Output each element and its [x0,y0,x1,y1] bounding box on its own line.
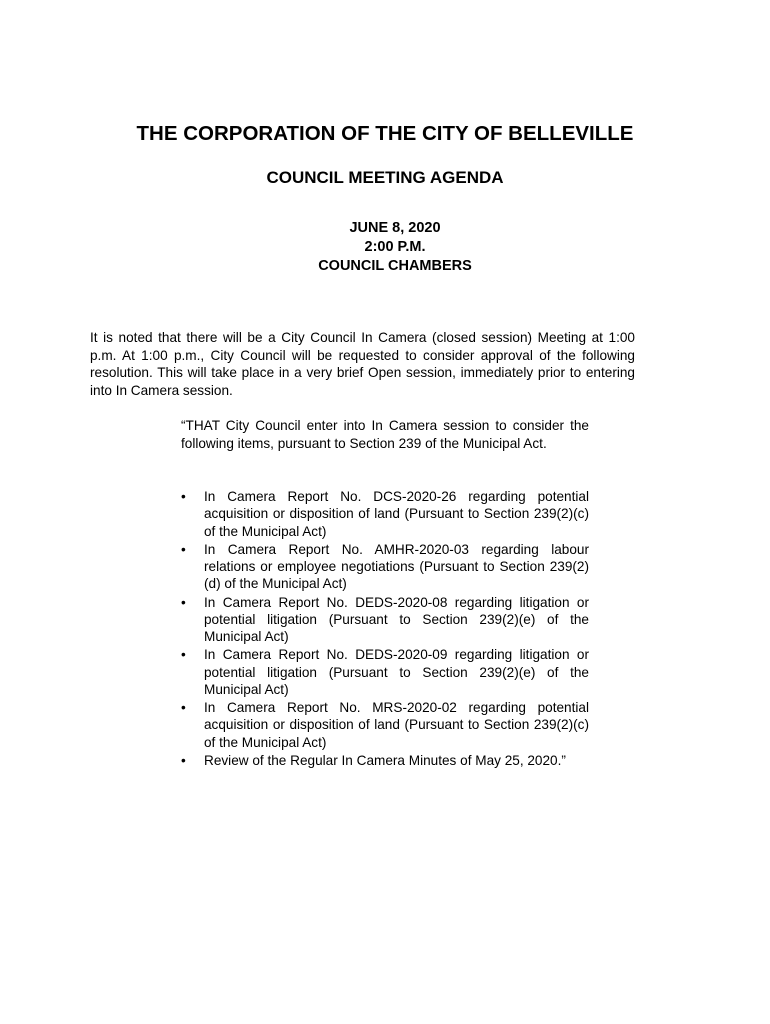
agenda-item-list [181,488,589,770]
bullet-icon: • [181,700,186,716]
list-item-text: Review of the Regular In Camera Minutes of May 25, 2020.” [204,752,566,768]
intro-paragraph: It is noted that there will be a City Council In Camera (closed session) Meeting at 1:00 p.m. At 1:00 p.m., City Council will be requested to consider approval of the following resolution. This will take place in a very brief Open session, immediately prior to entering into In Camera session. [90,330,635,398]
bullet-icon: • [181,489,186,504]
list-item-text: In Camera Report No. DEDS-2020-09 regarding litigation or potential litigation (Pursuant to Section 239(2)(e) of the Municipal Act) [204,647,589,697]
list-item [181,541,589,593]
list-item-text: In Camera Report No. MRS-2020-02 regarding potential acquisition or disposition of land (Pursuant to Section 239(2)(c) of the Municipal Act) [204,700,589,750]
bullet-icon: • [181,647,186,663]
document-title: THE CORPORATION OF THE CITY OF BELLEVILLE [136,122,634,145]
meeting-date: JUNE 8, 2020 [349,220,441,236]
list-item [181,594,589,646]
bullet-icon: • [181,594,186,610]
bullet-icon: • [181,541,186,557]
list-item [181,646,589,698]
list-item [181,488,589,540]
bullet-icon: • [181,752,186,768]
meeting-details [0,219,770,276]
meeting-time: 2:00 P.M. [364,239,426,255]
meeting-location: COUNCIL CHAMBERS [318,258,472,274]
list-item-text: In Camera Report No. DCS-2020-26 regarding potential acquisition or disposition of land (Pursuant to Section 239(2)(c) of the Municipal Act) [204,489,589,539]
list-item [181,699,589,751]
list-item-text: In Camera Report No. AMHR-2020-03 regarding labour relations or employee negotiations (Pursuant to Section 239(2)(d) of the Municipal Act) [204,541,589,592]
list-item-text: In Camera Report No. DEDS-2020-08 regarding litigation or potential litigation (Pursuant to Section 239(2)(e) of the Municipal Act) [204,594,589,645]
resolution-paragraph: “THAT City Council enter into In Camera session to consider the following items, pursuant to Section 239 of the Municipal Act. [181,418,589,451]
document-subtitle: COUNCIL MEETING AGENDA [266,168,504,187]
list-item [181,752,589,769]
